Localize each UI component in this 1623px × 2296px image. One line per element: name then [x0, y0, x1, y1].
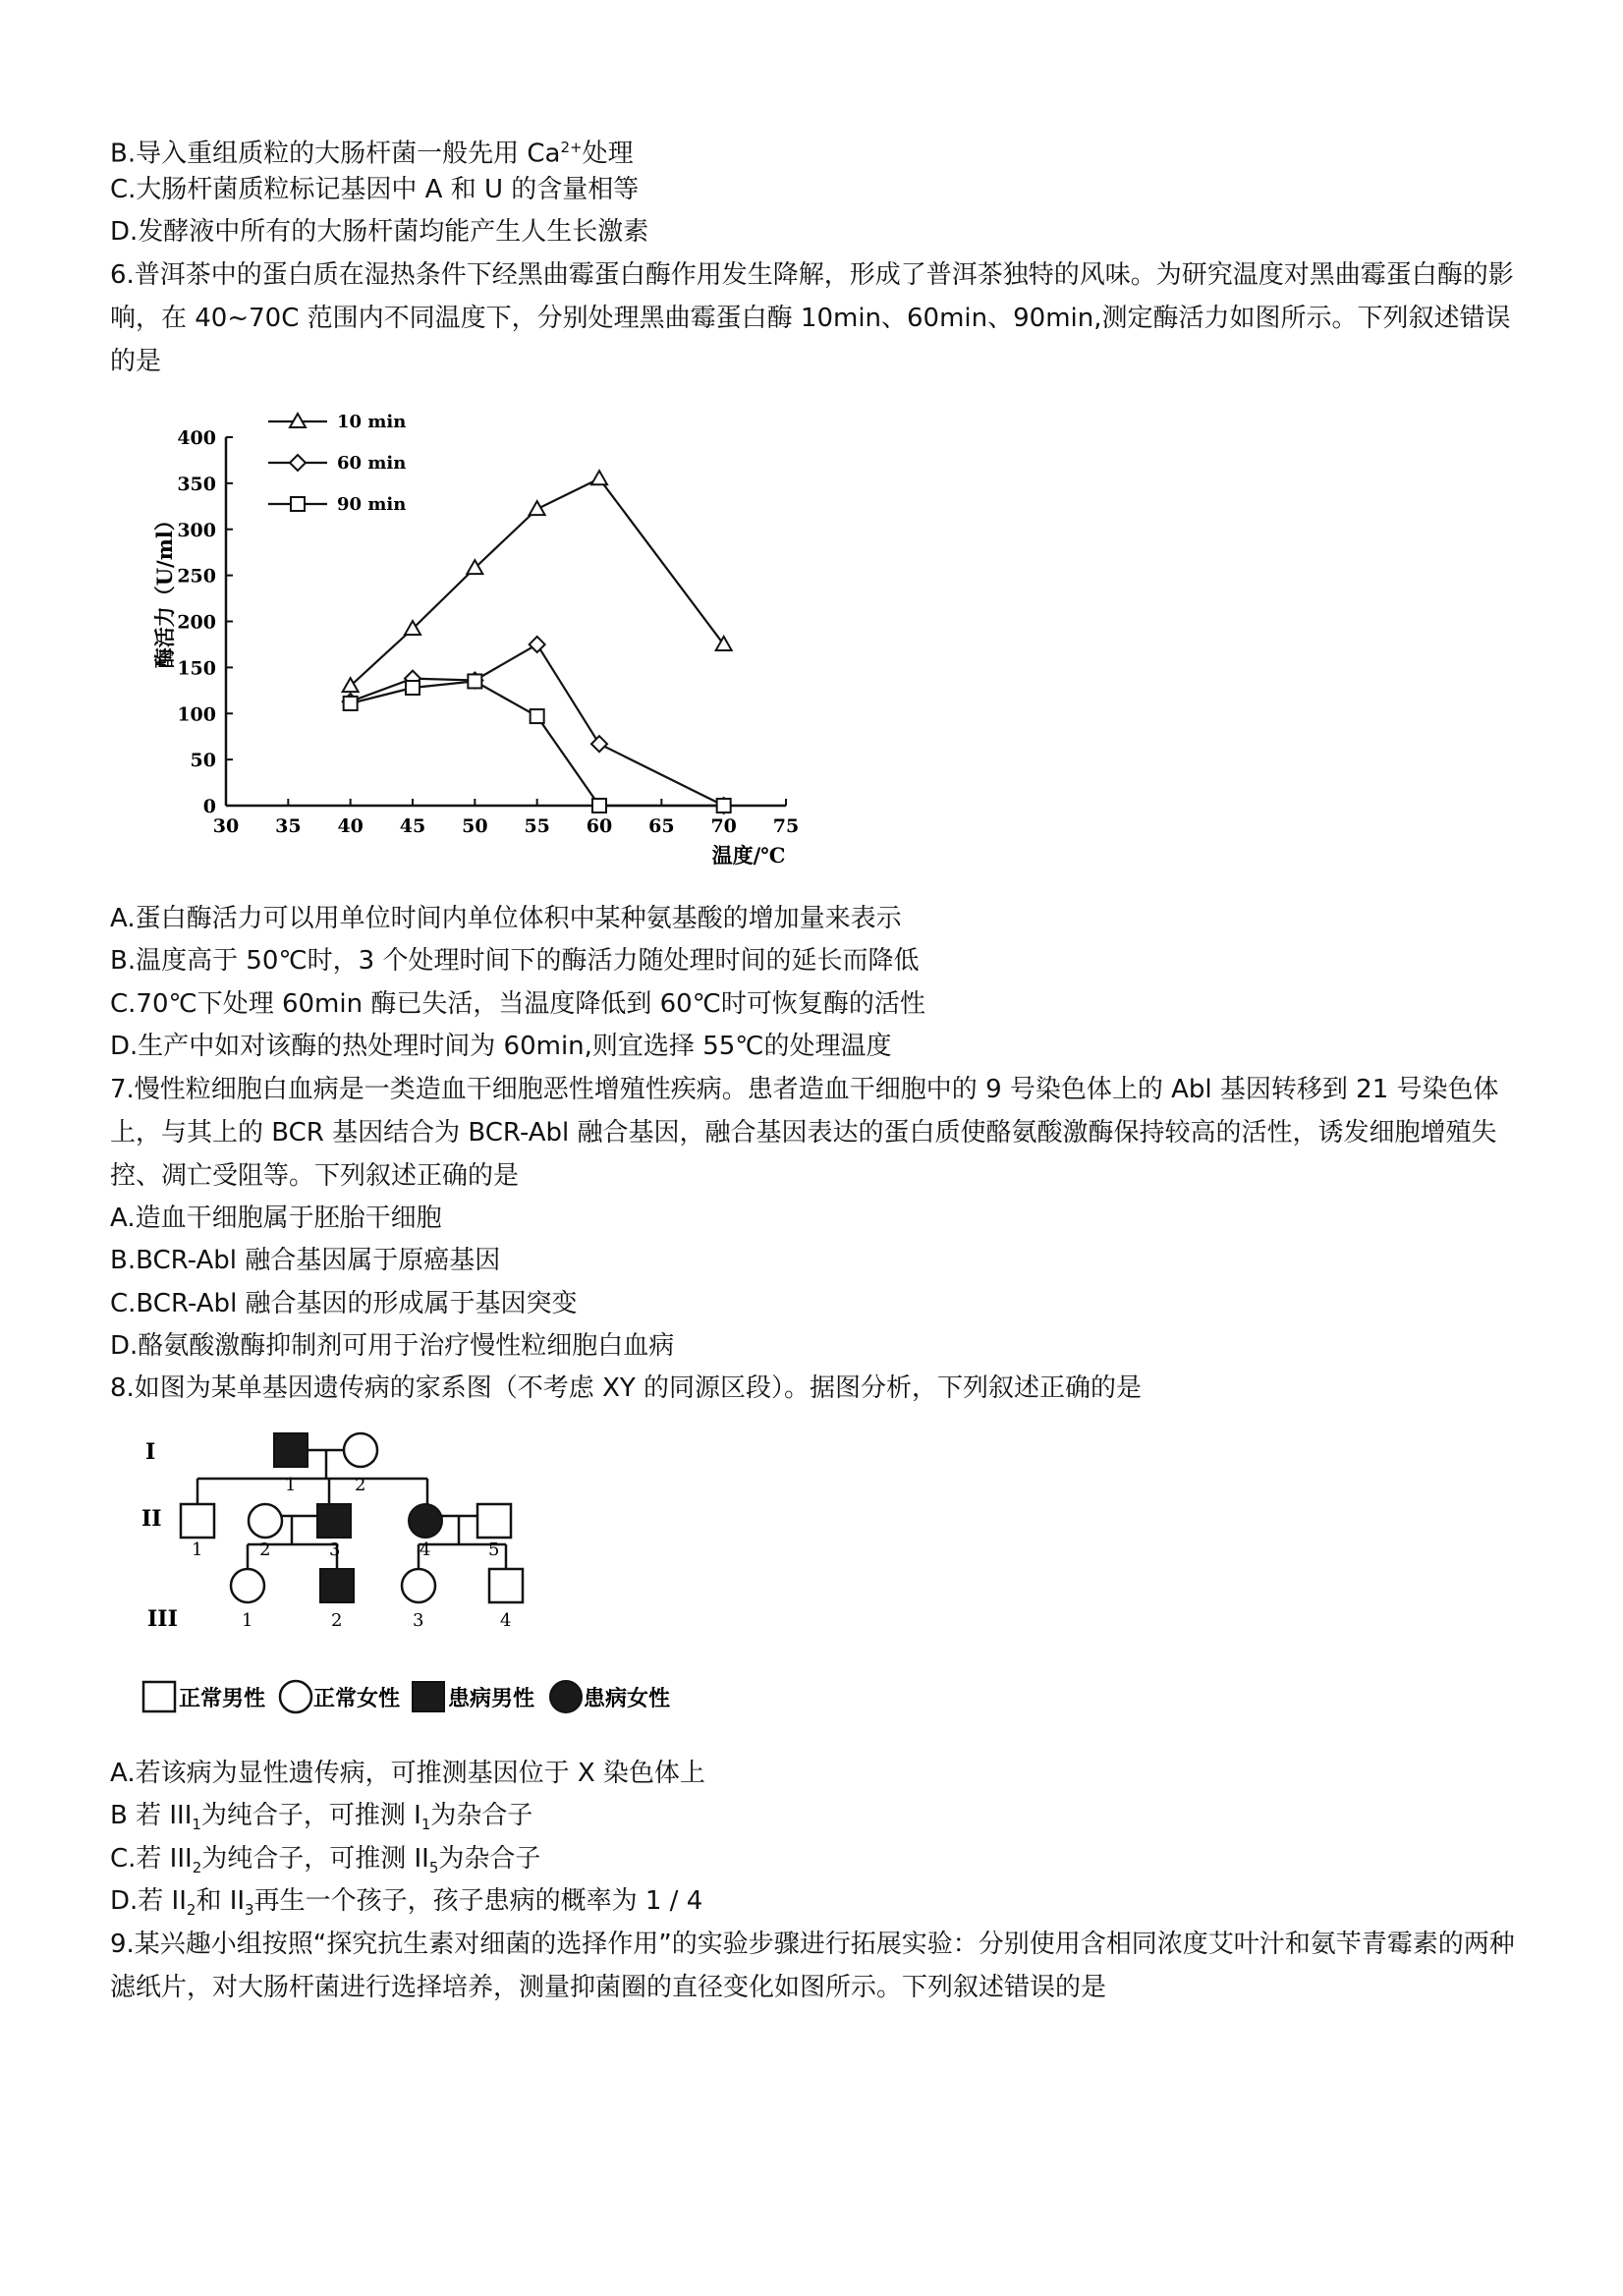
generation-label-i: I — [145, 1439, 156, 1465]
text-run: 为纯合子，可推测 I — [200, 1801, 421, 1830]
individual-number: 4 — [500, 1610, 512, 1631]
affected-female-symbol — [409, 1504, 442, 1538]
normal-female-symbol — [231, 1569, 264, 1602]
q8-option-d — [110, 1886, 702, 1925]
normal-female-symbol — [402, 1569, 435, 1602]
subscript: 1 — [192, 1816, 201, 1834]
q8-option-b — [110, 1801, 532, 1839]
legend-normal-female-symbol — [280, 1681, 311, 1712]
normal-female-symbol — [249, 1504, 282, 1538]
x-tick-label: 50 — [462, 815, 488, 837]
individual-number: 2 — [355, 1475, 366, 1495]
individual-number: 1 — [242, 1610, 253, 1631]
normal-female-symbol — [344, 1433, 377, 1467]
data-point-diamond — [591, 736, 607, 752]
legend-label: 患病男性 — [448, 1686, 535, 1711]
data-point-square — [468, 674, 481, 688]
q5-option-d: D.发酵液中所有的大肠杆菌均能产生人生长激素 — [110, 217, 649, 247]
individual-number: 3 — [329, 1540, 341, 1560]
y-tick-label: 350 — [177, 473, 216, 495]
q8-option-c — [110, 1844, 540, 1882]
series-line-square — [351, 681, 724, 806]
text-run: D.若 II — [110, 1886, 187, 1916]
q9-stem: 9.某兴趣小组按照“探究抗生素对细菌的选择作用”的实验步骤进行拓展实验：分别使用含相同浓度艾叶汁和氨苄青霉素的两种滤纸片，对大肠杆菌进行选择培养，测量抑菌圈的直径变化如图所示。下列叙述错误的是 — [110, 1930, 1515, 2002]
subscript: 5 — [428, 1859, 439, 1877]
legend-marker-square — [291, 497, 305, 511]
y-tick-label: 400 — [177, 427, 216, 449]
q7-option-c: C.BCR-Abl 融合基因的形成属于基因突变 — [110, 1289, 578, 1318]
q5-option-c: C.大肠杆菌质粒标记基因中 A 和 U 的含量相等 — [110, 175, 640, 204]
subscript: 1 — [420, 1816, 431, 1834]
q8-option-a: A.若该病为显性遗传病，可推测基因位于 X 染色体上 — [110, 1759, 705, 1788]
pedigree-chart — [128, 1420, 698, 1724]
q5-option-b-text: B.导入重组质粒的大肠杆菌一般先用 Ca — [110, 139, 561, 169]
x-tick-label: 35 — [275, 815, 302, 837]
q7-stem: 7.慢性粒细胞白血病是一类造血干细胞恶性增殖性疾病。患者造血干细胞中的 9 号染色体上的 Abl 基因转移到 21 号染色体上，与其上的 BCR 基因结合为 BCR-Abl 融合基因，融合基因表达的蛋白质使酪氨酸激酶保持较高的活性，诱发细胞增殖失控、凋亡受阻等。下列叙述正确的是 — [110, 1075, 1499, 1191]
q6-option-b: B.温度高于 50℃时，3 个处理时间下的酶活力随处理时间的延长而降低 — [110, 946, 920, 976]
affected-male-symbol — [274, 1433, 308, 1467]
affected-male-symbol — [320, 1569, 354, 1602]
q7-option-d: D.酪氨酸激酶抑制剂可用于治疗慢性粒细胞白血病 — [110, 1331, 675, 1361]
q5-option-b — [110, 133, 634, 169]
x-axis-label: 温度/℃ — [711, 843, 786, 868]
text-run: 和 II — [196, 1886, 246, 1916]
x-tick-label: 70 — [710, 815, 737, 837]
subscript: 3 — [245, 1901, 254, 1920]
legend-label: 10 min — [337, 412, 407, 432]
y-tick-label: 200 — [177, 611, 216, 634]
y-tick-label: 250 — [177, 565, 216, 588]
x-tick-label: 55 — [524, 815, 550, 837]
superscript: 2+ — [560, 139, 583, 156]
individual-number: 2 — [259, 1540, 271, 1560]
individual-number: 5 — [488, 1540, 500, 1560]
generation-label-ii: II — [141, 1506, 162, 1532]
q6-option-d: D.生产中如对该酶的热处理时间为 60min,则宜选择 55℃的处理温度 — [110, 1032, 892, 1061]
normal-male-symbol — [181, 1504, 214, 1538]
subscript: 2 — [192, 1859, 202, 1877]
data-point-square — [344, 697, 358, 710]
generation-label-iii: III — [147, 1606, 178, 1632]
q5-option-b-tail: 处理 — [582, 139, 634, 169]
legend-label: 60 min — [337, 453, 407, 474]
data-point-diamond — [530, 637, 545, 652]
q8-stem: 8.如图为某单基因遗传病的家系图（不考虑 XY 的同源区段）。据图分析，下列叙述正确的是 — [110, 1373, 1143, 1403]
q6-option-a: A.蛋白酶活力可以用单位时间内单位体积中某种氨基酸的增加量来表示 — [110, 904, 902, 933]
x-tick-label: 45 — [399, 815, 426, 837]
y-tick-label: 0 — [202, 796, 216, 817]
text-run: C.若 III — [110, 1844, 193, 1874]
x-tick-label: 60 — [586, 815, 613, 837]
data-point-triangle — [591, 471, 607, 484]
legend-affected-female-symbol — [550, 1681, 582, 1712]
x-tick-label: 40 — [337, 815, 364, 837]
data-point-square — [406, 681, 420, 695]
legend-label: 正常男性 — [179, 1686, 266, 1711]
text-run: 为杂合子 — [438, 1844, 541, 1874]
affected-male-symbol — [317, 1504, 351, 1538]
y-tick-label: 300 — [177, 519, 216, 541]
subscript: 2 — [186, 1901, 196, 1920]
y-axis-label: 酶活力（U/ml） — [152, 510, 177, 669]
q7-option-a: A.造血干细胞属于胚胎干细胞 — [110, 1204, 442, 1233]
legend-label: 正常女性 — [313, 1686, 401, 1711]
x-tick-label: 30 — [212, 815, 240, 837]
legend-normal-male-symbol — [143, 1682, 175, 1711]
x-tick-label: 75 — [772, 815, 800, 837]
y-tick-label: 100 — [177, 703, 216, 726]
data-point-triangle — [530, 501, 545, 515]
q6-stem: 6.普洱茶中的蛋白质在湿热条件下经黑曲霉蛋白酶作用发生降解，形成了普洱茶独特的风味。为研究温度对黑曲霉蛋白酶的影响，在 40~70C 范围内不同温度下，分别处理黑曲霉蛋白酶 10min、60min、90min,测定酶活力如图所示。下列叙述错误的是 — [110, 260, 1514, 376]
enzyme-activity-chart — [147, 408, 835, 869]
normal-male-symbol — [489, 1569, 523, 1602]
data-point-square — [592, 799, 606, 812]
y-tick-label: 50 — [190, 750, 216, 772]
text-run: 为杂合子 — [430, 1801, 533, 1830]
legend-marker-diamond — [290, 455, 306, 471]
series-line-diamond — [351, 644, 724, 806]
text-run: B 若 III — [110, 1801, 193, 1830]
legend-label: 患病女性 — [584, 1686, 671, 1711]
q7-option-b: B.BCR-Abl 融合基因属于原癌基因 — [110, 1246, 501, 1275]
text-run: 再生一个孩子，孩子患病的概率为 1 / 4 — [253, 1886, 703, 1916]
legend-affected-male-symbol — [413, 1682, 444, 1711]
data-point-square — [531, 709, 544, 723]
individual-number: 4 — [420, 1540, 431, 1560]
data-point-square — [717, 799, 731, 812]
individual-number: 2 — [331, 1610, 343, 1631]
individual-number: 1 — [192, 1540, 203, 1560]
normal-male-symbol — [477, 1504, 511, 1538]
q6-option-c: C.70℃下处理 60min 酶已失活，当温度降低到 60℃时可恢复酶的活性 — [110, 989, 925, 1019]
individual-number: 3 — [413, 1610, 424, 1631]
x-tick-label: 65 — [648, 815, 675, 837]
legend-label: 90 min — [337, 494, 407, 515]
y-tick-label: 150 — [177, 657, 216, 680]
individual-number: 1 — [285, 1475, 297, 1495]
text-run: 为纯合子，可推测 II — [201, 1844, 429, 1874]
